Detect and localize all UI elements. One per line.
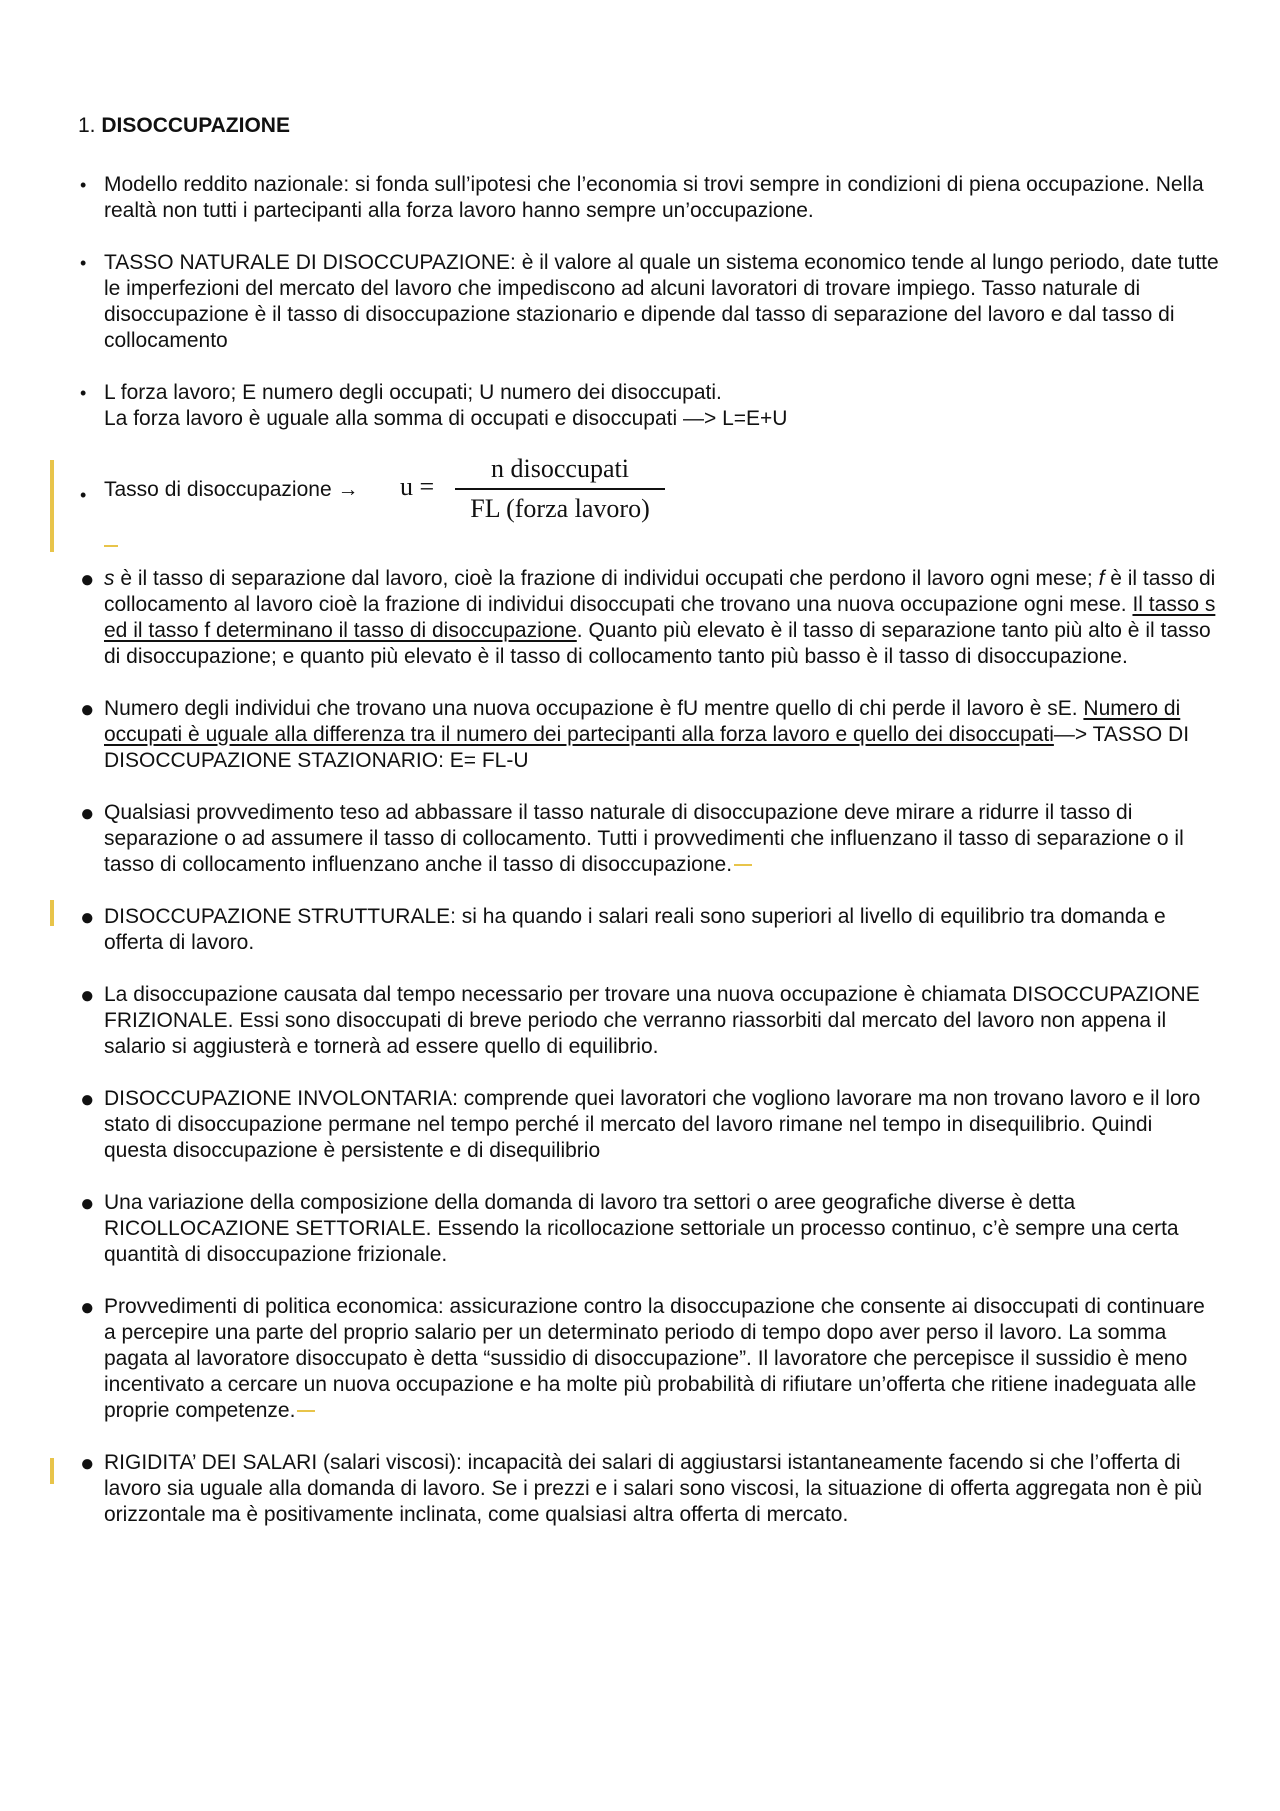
item-text: Numero degli individui che trovano una nuova occupazione è fU mentre quello di chi perde il lavoro è sE. (104, 697, 1084, 720)
item-text: Una variazione della composizione della domanda di lavoro tra settori o aree geografiche diverse è detta RICOLLOCAZIONE SETTORIALE. Essendo la ricollocazione settoriale un processo continuo, c’è sempre una certa quantità di disoccupazione frizionale. (104, 1191, 1179, 1266)
bullet-icon: • (80, 485, 87, 505)
highlight-dash (734, 864, 752, 866)
formula-denominator: FL (forza lavoro) (470, 494, 650, 523)
bullet-icon: ● (80, 696, 95, 723)
item-text: Qualsiasi provvedimento teso ad abbassare il tasso naturale di disoccupazione deve mirare a ridurre il tasso di separazione o ad assumere il tasso di collocamento. Tutti i provvedimenti che influenzano il tasso di separazione o il tasso di collocamento influenzano anche il tasso di disoccupazione. (104, 801, 1184, 876)
bullet-list (0, 172, 1280, 1554)
highlight-dash (297, 1410, 315, 1412)
bullet-icon: ● (80, 1190, 95, 1217)
heading-number: 1. (78, 114, 96, 137)
item-text: L forza lavoro; E numero degli occupati; U numero dei disoccupati. (104, 381, 722, 404)
item-text: —> TASSO DI DISOCCUPAZIONE STAZIONARIO: E= FL-U (104, 723, 1190, 772)
formula-numerator: n disoccupati (455, 454, 665, 490)
item-text: è il tasso di separazione dal lavoro, cioè la frazione di individui occupati che perdono il lavoro ogni mese; (114, 567, 1099, 590)
item-text: . Quanto più elevato è il tasso di separazione tanto più alto è il tasso di disoccupazione; e quanto più elevato è il tasso di collocamento tanto più basso è il tasso di disoccupazione. (104, 619, 1211, 668)
list-item (0, 1190, 1280, 1268)
list-item (0, 566, 1280, 670)
bullet-icon: • (80, 383, 87, 403)
formula-label: Tasso di disoccupazione → (104, 478, 359, 501)
formula-fraction (455, 454, 665, 524)
bullet-icon: ● (80, 982, 95, 1009)
section-heading (78, 113, 290, 139)
list-item (0, 982, 1280, 1060)
item-text-line2: La forza lavoro è uguale alla somma di occupati e disoccupati —> L=E+U (104, 407, 788, 430)
list-item (0, 1086, 1280, 1164)
list-item (0, 172, 1280, 224)
underlined-text: Il tasso s ed il tasso f determinano il tasso di disoccupazione (104, 593, 1216, 642)
symbol-f: f (1098, 567, 1105, 590)
bullet-icon: • (80, 175, 87, 195)
list-item (0, 1450, 1280, 1528)
item-text: Provvedimenti di politica economica: assicurazione contro la disoccupazione che consente ai disoccupati di continuare a percepire una parte del proprio salario per un determinato periodo di tempo dopo aver perso il lavoro. La somma pagata al lavoratore disoccupato è detta “sussidio di disoccupazione”. Il lavoratore che percepisce il sussidio è meno incentivato a cercare un nuova occupazione e ha molte più probabilità di rifiutare un’offerta che ritiene inadeguata alle proprie competenze. (104, 1295, 1205, 1422)
list-item (0, 904, 1280, 956)
heading-title: DISOCCUPAZIONE (101, 114, 290, 137)
bullet-icon: ● (80, 1294, 95, 1321)
bullet-icon: ● (80, 566, 95, 593)
item-text: TASSO NATURALE DI DISOCCUPAZIONE: è il valore al quale un sistema economico tende al lungo periodo, date tutte le imperfezioni del mercato del lavoro che impediscono ad alcuni lavoratori di trovare impiego. Tasso naturale di disoccupazione è il tasso di disoccupazione stazionario e dipende dal tasso di separazione del lavoro e dal tasso di collocamento (104, 251, 1219, 352)
list-item (0, 800, 1280, 878)
bullet-icon: ● (80, 1450, 95, 1477)
list-item (0, 696, 1280, 774)
formula-lhs: u = (400, 472, 435, 501)
bullet-icon: ● (80, 800, 95, 827)
list-item (0, 1294, 1280, 1424)
list-item (0, 250, 1280, 354)
item-text: Modello reddito nazionale: si fonda sull’ipotesi che l’economia si trovi sempre in condizioni di piena occupazione. Nella realtà non tutti i partecipanti alla forza lavoro hanno sempre un’occupazione. (104, 173, 1204, 222)
item-text: La disoccupazione causata dal tempo necessario per trovare una nuova occupazione è chiamata DISOCCUPAZIONE FRIZIONALE. Essi sono disoccupati di breve periodo che verranno riassorbiti dal mercato del lavoro non appena il salario si aggiusterà e tornerà ad essere quello di equilibrio. (104, 983, 1200, 1058)
item-text: è il tasso di collocamento al lavoro cioè la frazione di individui disoccupati che trovano una nuova occupazione ogni mese. (104, 567, 1216, 616)
item-text: RIGIDITA’ DEI SALARI (salari viscosi): incapacità dei salari di aggiustarsi istantaneamente facendo si che l’offerta di lavoro sia uguale alla domanda di lavoro. Se i prezzi e i salari sono viscosi, la situazione di offerta aggregata non è più orizzontale ma è positivamente inclinata, come qualsiasi altra offerta di mercato. (104, 1451, 1203, 1526)
bullet-icon: ● (80, 1086, 95, 1113)
bullet-icon: • (80, 253, 87, 273)
bullet-icon: ● (80, 904, 95, 931)
item-text: DISOCCUPAZIONE INVOLONTARIA: comprende quei lavoratori che vogliono lavorare ma non trovano lavoro e il loro stato di disoccupazione permane nel tempo perché il mercato del lavoro rimane nel tempo in disequilibrio. Quindi questa disoccupazione è persistente e di disequilibrio (104, 1087, 1201, 1162)
underlined-text: Numero di occupati è uguale alla differenza tra il numero dei partecipanti alla forza lavoro e quello dei disoccupati (104, 697, 1181, 746)
formula-item (0, 454, 1280, 526)
arrow-right-icon: → (337, 478, 359, 501)
list-item (0, 380, 1280, 432)
item-text: DISOCCUPAZIONE STRUTTURALE: si ha quando i salari reali sono superiori al livello di equilibrio tra domanda e offerta di lavoro. (104, 905, 1166, 954)
symbol-s: s (104, 567, 115, 590)
